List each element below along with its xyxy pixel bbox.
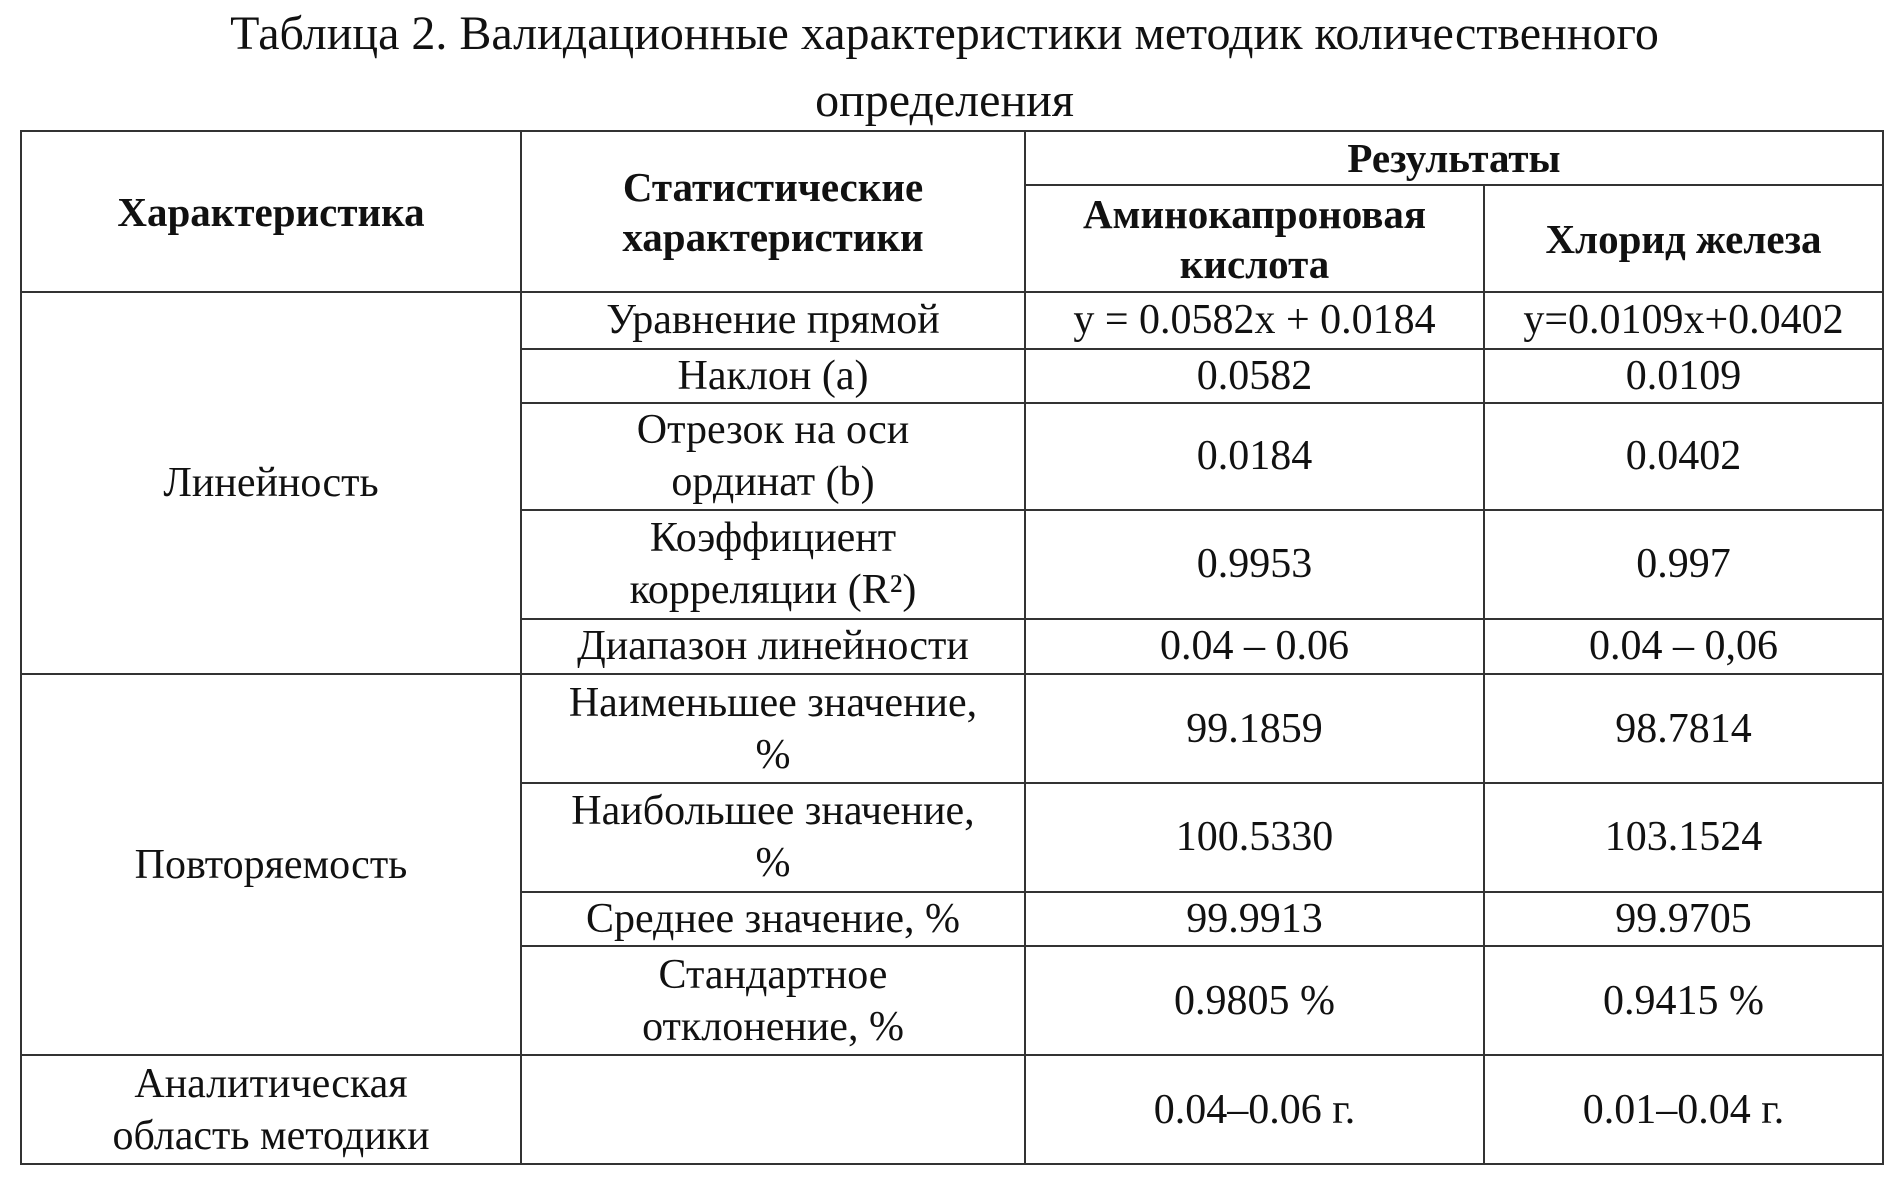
table-row <box>21 292 1883 348</box>
range-label-line-2: область методики <box>112 1112 430 1159</box>
stat-cell <box>521 403 1025 510</box>
header-row-1 <box>21 131 1883 185</box>
value-cell-b: 99.9705 <box>1484 892 1883 946</box>
header-col-a-line-2: кислота <box>1179 240 1330 287</box>
stat-text: Наименьшее значение, <box>568 679 978 726</box>
stat-text: Стандартное <box>658 951 888 998</box>
stat-cell <box>521 946 1025 1055</box>
stat-text: % <box>755 840 791 887</box>
header-statistics-line-1: Статистические <box>622 163 924 210</box>
stat-cell <box>521 619 1025 674</box>
value-cell-a: y = 0.0582x + 0.0184 <box>1025 292 1484 348</box>
stat-cell <box>521 349 1025 403</box>
stat-text: ординат (b) <box>671 459 875 506</box>
value-cell-a: 0.9953 <box>1025 510 1484 619</box>
value-cell-a: 99.9913 <box>1025 892 1484 946</box>
stat-text: % <box>755 731 791 778</box>
stat-text: Диапазон линейности <box>577 623 969 670</box>
table-row <box>21 674 1883 783</box>
value-cell-b: 0.9415 % <box>1484 946 1883 1055</box>
stat-text: Уравнение прямой <box>606 297 940 344</box>
header-col-a-line-1: Аминокапроновая <box>1082 190 1427 237</box>
header-iron-chloride: Хлорид железа <box>1484 185 1883 292</box>
caption-line-2: определения <box>815 74 1074 127</box>
stat-text: Отрезок на оси <box>636 407 910 454</box>
header-characteristic: Характеристика <box>21 131 521 292</box>
group-repeatability: Повторяемость <box>21 674 521 1055</box>
value-cell-a: 0.0184 <box>1025 403 1484 510</box>
value-cell-b: 103.1524 <box>1484 783 1883 892</box>
value-cell-a: 100.5330 <box>1025 783 1484 892</box>
validation-table <box>20 130 1884 1165</box>
value-cell-a: 99.1859 <box>1025 674 1484 783</box>
value-cell-a: 0.04 – 0.06 <box>1025 619 1484 674</box>
value-cell-b: 98.7814 <box>1484 674 1883 783</box>
stat-cell-empty <box>521 1055 1025 1164</box>
header-statistics-line-2: характеристики <box>622 213 924 260</box>
stat-cell <box>521 510 1025 619</box>
stat-cell <box>521 892 1025 946</box>
value-cell-a: 0.04–0.06 г. <box>1025 1055 1484 1164</box>
stat-cell <box>521 292 1025 348</box>
value-cell-a: 0.9805 % <box>1025 946 1484 1055</box>
group-analytical-range <box>21 1055 521 1164</box>
stat-cell <box>521 783 1025 892</box>
table-caption <box>0 0 1889 134</box>
group-linearity: Линейность <box>21 292 521 674</box>
stat-text: Наклон (a) <box>677 352 869 399</box>
value-cell-b: y=0.0109x+0.0402 <box>1484 292 1883 348</box>
stat-text: отклонение, % <box>642 1003 904 1050</box>
value-cell-b: 0.01–0.04 г. <box>1484 1055 1883 1164</box>
header-statistics <box>521 131 1025 292</box>
header-results: Результаты <box>1025 131 1883 185</box>
table-row <box>21 1055 1883 1164</box>
stat-text: Наибольшее значение, <box>571 788 975 835</box>
value-cell-a: 0.0582 <box>1025 349 1484 403</box>
stat-text: Коэффициент <box>649 515 897 562</box>
value-cell-b: 0.997 <box>1484 510 1883 619</box>
stat-text: Среднее значение, % <box>585 895 961 942</box>
value-cell-b: 0.0109 <box>1484 349 1883 403</box>
value-cell-b: 0.04 – 0,06 <box>1484 619 1883 674</box>
value-cell-b: 0.0402 <box>1484 403 1883 510</box>
header-aminocaproic-acid <box>1025 185 1484 292</box>
caption-line-1: Таблица 2. Валидационные характеристики методик количественного <box>230 7 1659 60</box>
stat-text: корреляции (R²) <box>629 567 917 614</box>
range-label-line-1: Аналитическая <box>134 1060 408 1107</box>
stat-cell <box>521 674 1025 783</box>
